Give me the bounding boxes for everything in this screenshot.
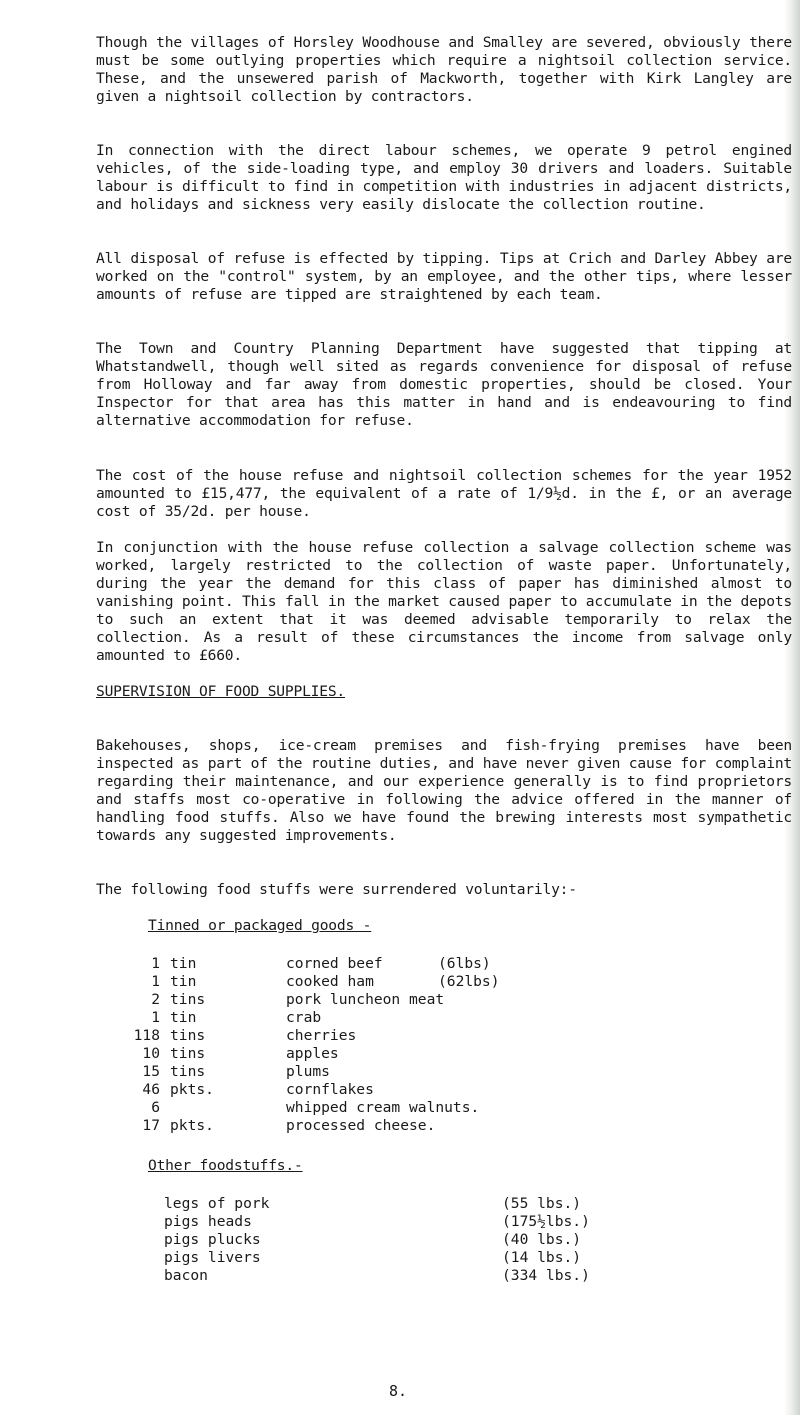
item-name: processed cheese. <box>286 1117 436 1134</box>
paragraph-food-premises: Bakehouses, shops, ice-cream premises and fish-frying premises have been inspected as part of the routine duties, and have never given cause for complaint regarding their maintenance, and our experience generally is to find proprietors and staffs most co-operative in following the advice offered in the manner of handling food stuffs. Also we have found the brewing interests most sympathetic towards any suggested improvements. <box>96 737 792 844</box>
item-name: plums <box>286 1063 330 1080</box>
item-name: cornflakes <box>286 1081 374 1098</box>
quantity: 6 <box>151 1099 160 1116</box>
other-foodstuffs-row <box>0 1213 800 1231</box>
item-weight: (14 lbs.) <box>502 1249 582 1266</box>
tinned-goods-row <box>0 1009 800 1027</box>
quantity: 1 <box>151 973 160 990</box>
unit: tin <box>170 1009 197 1026</box>
unit: tin <box>170 955 197 972</box>
paragraph-surrendered-intro: The following food stuffs were surrendered voluntarily:- <box>96 881 577 898</box>
item-weight: (62lbs) <box>438 973 500 990</box>
unit: pkts. <box>170 1081 214 1098</box>
item-name: crab <box>286 1009 322 1026</box>
item-weight: (334 lbs.) <box>502 1267 590 1284</box>
tinned-goods-row <box>0 1117 800 1135</box>
item-name: whipped cream walnuts. <box>286 1099 480 1116</box>
item-name: pigs heads <box>164 1213 252 1230</box>
quantity: 118 <box>133 1027 160 1044</box>
unit: tin <box>170 973 197 990</box>
item-weight: (6lbs) <box>438 955 491 972</box>
paragraph-collection-cost: The cost of the house refuse and nightsoil collection schemes for the year 1952 amounted to £15,477, the equivalent of a rate of 1/9½d. in the £, or an average cost of 35/2d. per house. <box>96 467 792 520</box>
tinned-goods-row <box>0 1045 800 1063</box>
tinned-goods-row <box>0 973 800 991</box>
tinned-goods-row <box>0 955 800 973</box>
unit: pkts. <box>170 1117 214 1134</box>
quantity: 15 <box>142 1063 160 1080</box>
unit: tins <box>170 1045 206 1062</box>
paragraph-nightsoil-villages: Though the villages of Horsley Woodhouse and Smalley are severed, obviously there must be some outlying properties which require a nightsoil collection service. These, and the unsewered parish of Mackworth, together with Kirk Langley are given a nightsoil collection by contractors. <box>96 34 792 105</box>
item-weight: (55 lbs.) <box>502 1195 582 1212</box>
other-foodstuffs-row <box>0 1267 800 1285</box>
paragraph-planning-department: The Town and Country Planning Department have suggested that tipping at Whatstandwell, though well sited as regards convenience for disposal of refuse from Holloway and far away from domestic properties, should be closed. Your Inspector for that area has this matter in hand and is endeavouring to find alternative accommodation for refuse. <box>96 340 792 429</box>
item-name: pigs plucks <box>164 1231 261 1248</box>
item-name: pork luncheon meat <box>286 991 445 1008</box>
paragraph-salvage-collection: In conjunction with the house refuse collection a salvage collection scheme was worked, largely restricted to the collection of waste paper. Unfortunately, during the year the demand for this class of paper has diminished almost to vanishing point. This fall in the market caused paper to accumulate in the depots to such an extent that it was deemed advisable temporarily to relax the collection. As a result of these circumstances the income from salvage only amounted to £660. <box>96 539 792 664</box>
other-foodstuffs-row <box>0 1195 800 1213</box>
page-number: 8. <box>389 1382 408 1400</box>
item-name: apples <box>286 1045 339 1062</box>
item-name: legs of pork <box>164 1195 270 1212</box>
tinned-goods-heading: Tinned or packaged goods - <box>148 917 372 934</box>
unit: tins <box>170 1063 206 1080</box>
tinned-goods-row <box>0 1099 800 1117</box>
other-foodstuffs-row <box>0 1231 800 1249</box>
quantity: 46 <box>142 1081 160 1098</box>
section-heading-food-supplies: SUPERVISION OF FOOD SUPPLIES. <box>96 683 345 700</box>
quantity: 1 <box>151 1009 160 1026</box>
item-name: cherries <box>286 1027 357 1044</box>
paragraph-tipping-disposal: All disposal of refuse is effected by tipping. Tips at Crich and Darley Abbey are worked on the "control" system, by an employee, and the other tips, where lesser amounts of refuse are tipped are straightened by each team. <box>96 250 792 303</box>
quantity: 17 <box>142 1117 160 1134</box>
item-weight: (175½lbs.) <box>502 1213 590 1230</box>
other-foodstuffs-row <box>0 1249 800 1267</box>
tinned-goods-row <box>0 1063 800 1081</box>
item-name: cooked ham <box>286 973 374 990</box>
other-foodstuffs-heading: Other foodstuffs.- <box>148 1157 303 1174</box>
quantity: 10 <box>142 1045 160 1062</box>
item-name: pigs livers <box>164 1249 261 1266</box>
quantity: 1 <box>151 955 160 972</box>
quantity: 2 <box>151 991 160 1008</box>
unit: tins <box>170 1027 206 1044</box>
item-name: bacon <box>164 1267 208 1284</box>
tinned-goods-row <box>0 1081 800 1099</box>
paragraph-direct-labour: In connection with the direct labour schemes, we operate 9 petrol engined vehicles, of the side-loading type, and employ 30 drivers and loaders. Suitable labour is difficult to find in competition with industries in adjacent districts, and holidays and sickness very easily dislocate the collection routine. <box>96 142 792 213</box>
tinned-goods-row <box>0 1027 800 1045</box>
item-name: corned beef <box>286 955 383 972</box>
unit: tins <box>170 991 206 1008</box>
tinned-goods-row <box>0 991 800 1009</box>
item-weight: (40 lbs.) <box>502 1231 582 1248</box>
